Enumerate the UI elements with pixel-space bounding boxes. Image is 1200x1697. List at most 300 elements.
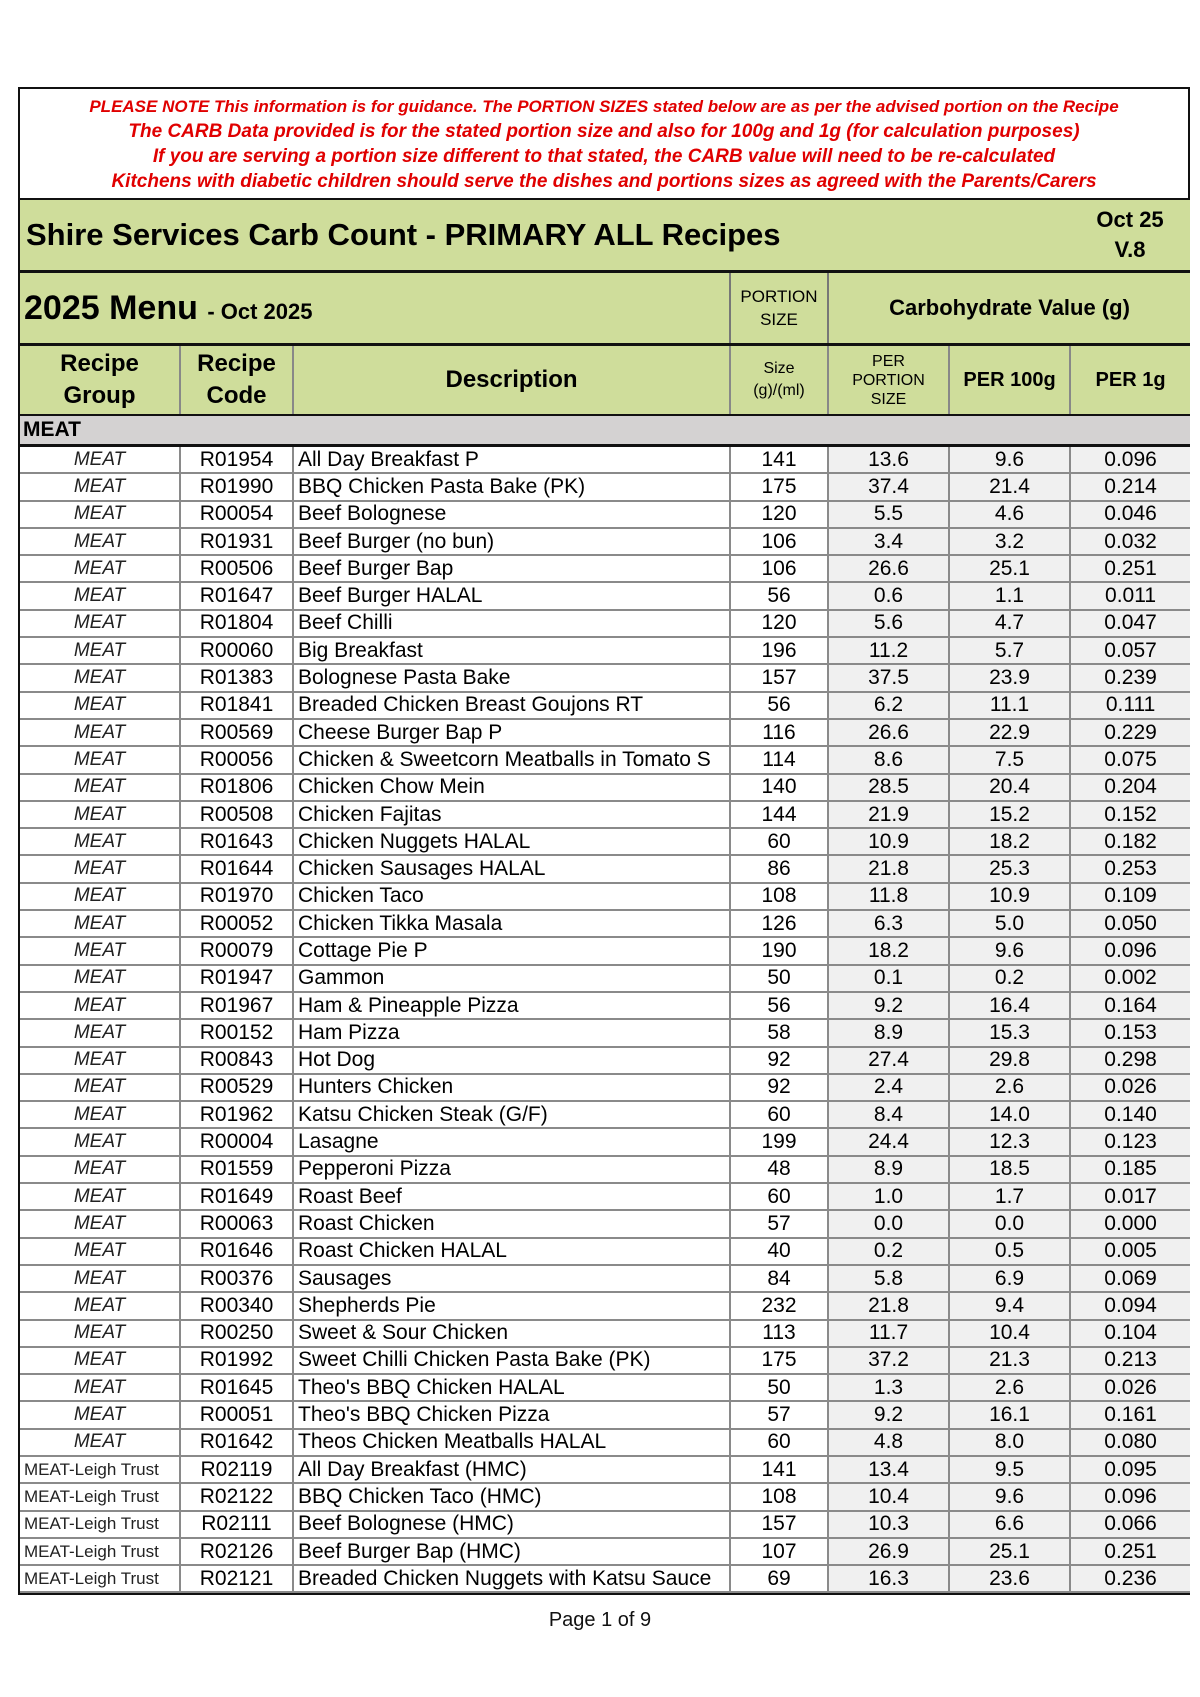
size-cell: 190 bbox=[730, 937, 828, 964]
table-row bbox=[20, 883, 1190, 910]
col-header-line: (g)/(ml) bbox=[753, 382, 805, 399]
recipe-group-cell: MEAT bbox=[20, 1128, 180, 1155]
recipe-group-cell: MEAT bbox=[20, 1210, 180, 1237]
table-row bbox=[20, 965, 1190, 992]
per-100g-cell: 10.4 bbox=[949, 1320, 1070, 1347]
per-1g-cell: 0.152 bbox=[1070, 801, 1190, 828]
recipe-code-cell: R01970 bbox=[180, 883, 293, 910]
per-1g-cell: 0.236 bbox=[1070, 1565, 1190, 1592]
description-cell: Katsu Chicken Steak (G/F) bbox=[293, 1101, 730, 1128]
per-portion-cell: 10.9 bbox=[828, 828, 949, 855]
title-row bbox=[20, 200, 1190, 272]
col-description: Description bbox=[293, 345, 730, 416]
per-100g-cell: 23.9 bbox=[949, 664, 1070, 691]
recipe-code-cell: R01806 bbox=[180, 774, 293, 801]
size-cell: 56 bbox=[730, 692, 828, 719]
guidance-notice bbox=[20, 89, 1188, 200]
table-row bbox=[20, 692, 1190, 719]
size-cell: 175 bbox=[730, 1347, 828, 1374]
recipe-code-cell: R00250 bbox=[180, 1320, 293, 1347]
per-100g-cell: 22.9 bbox=[949, 719, 1070, 746]
version-date: Oct 25 bbox=[1096, 207, 1164, 232]
description-cell: Chicken Tikka Masala bbox=[293, 910, 730, 937]
size-cell: 57 bbox=[730, 1401, 828, 1428]
section-label: MEAT bbox=[20, 415, 1190, 446]
per-portion-cell: 18.2 bbox=[828, 937, 949, 964]
description-cell: Breaded Chicken Breast Goujons RT bbox=[293, 692, 730, 719]
table-row bbox=[20, 828, 1190, 855]
recipe-group-cell: MEAT bbox=[20, 446, 180, 474]
recipe-group-cell: MEAT bbox=[20, 692, 180, 719]
recipe-group-cell: MEAT bbox=[20, 1292, 180, 1319]
size-cell: 60 bbox=[730, 1101, 828, 1128]
col-recipe-group bbox=[20, 345, 180, 416]
description-cell: Roast Chicken bbox=[293, 1210, 730, 1237]
table-row bbox=[20, 1347, 1190, 1374]
description-cell: Beef Chilli bbox=[293, 610, 730, 637]
description-cell: Sweet & Sour Chicken bbox=[293, 1320, 730, 1347]
recipe-group-cell: MEAT bbox=[20, 937, 180, 964]
table-row bbox=[20, 528, 1190, 555]
description-cell: Chicken Fajitas bbox=[293, 801, 730, 828]
table-row bbox=[20, 937, 1190, 964]
per-1g-cell: 0.094 bbox=[1070, 1292, 1190, 1319]
description-cell: Roast Chicken HALAL bbox=[293, 1238, 730, 1265]
per-portion-cell: 26.9 bbox=[828, 1538, 949, 1565]
recipe-group-cell: MEAT bbox=[20, 719, 180, 746]
table-row bbox=[20, 1156, 1190, 1183]
recipe-code-cell: R01645 bbox=[180, 1374, 293, 1401]
per-100g-cell: 9.6 bbox=[949, 1483, 1070, 1510]
description-cell: Breaded Chicken Nuggets with Katsu Sauce bbox=[293, 1565, 730, 1592]
per-portion-cell: 37.5 bbox=[828, 664, 949, 691]
recipe-group-cell: MEAT bbox=[20, 610, 180, 637]
recipe-group-cell: MEAT bbox=[20, 1347, 180, 1374]
size-cell: 175 bbox=[730, 473, 828, 500]
table-row bbox=[20, 992, 1190, 1019]
per-100g-cell: 15.2 bbox=[949, 801, 1070, 828]
menu-subtitle: - Oct 2025 bbox=[207, 298, 313, 324]
size-cell: 40 bbox=[730, 1238, 828, 1265]
recipe-code-cell: R01992 bbox=[180, 1347, 293, 1374]
recipe-group-cell: MEAT-Leigh Trust bbox=[20, 1565, 180, 1592]
size-cell: 144 bbox=[730, 801, 828, 828]
per-1g-cell: 0.080 bbox=[1070, 1429, 1190, 1456]
description-cell: Beef Bolognese bbox=[293, 501, 730, 528]
menu-year: 2025 Menu bbox=[24, 288, 198, 327]
description-cell: Cheese Burger Bap P bbox=[293, 719, 730, 746]
description-cell: BBQ Chicken Taco (HMC) bbox=[293, 1483, 730, 1510]
table-row bbox=[20, 1320, 1190, 1347]
carb-value-header: Carbohydrate Value (g) bbox=[828, 272, 1190, 345]
description-cell: Shepherds Pie bbox=[293, 1292, 730, 1319]
per-100g-cell: 25.3 bbox=[949, 855, 1070, 882]
portion-size-header bbox=[730, 272, 828, 345]
per-100g-cell: 14.0 bbox=[949, 1101, 1070, 1128]
per-100g-cell: 7.5 bbox=[949, 746, 1070, 773]
description-cell: Sausages bbox=[293, 1265, 730, 1292]
table-row bbox=[20, 1047, 1190, 1074]
version-number: V.8 bbox=[1114, 237, 1146, 262]
size-cell: 84 bbox=[730, 1265, 828, 1292]
recipe-group-cell: MEAT bbox=[20, 1265, 180, 1292]
per-portion-cell: 6.2 bbox=[828, 692, 949, 719]
recipe-group-cell: MEAT bbox=[20, 582, 180, 609]
carb-count-sheet bbox=[18, 87, 1190, 1595]
per-100g-cell: 21.4 bbox=[949, 473, 1070, 500]
recipe-code-cell: R00376 bbox=[180, 1265, 293, 1292]
per-portion-cell: 13.6 bbox=[828, 446, 949, 474]
per-portion-cell: 28.5 bbox=[828, 774, 949, 801]
size-cell: 50 bbox=[730, 965, 828, 992]
recipe-group-cell: MEAT bbox=[20, 1238, 180, 1265]
recipe-code-cell: R02119 bbox=[180, 1456, 293, 1483]
per-100g-cell: 21.3 bbox=[949, 1347, 1070, 1374]
per-100g-cell: 16.1 bbox=[949, 1401, 1070, 1428]
description-cell: Chicken Taco bbox=[293, 883, 730, 910]
per-1g-cell: 0.253 bbox=[1070, 855, 1190, 882]
recipe-rows bbox=[20, 446, 1190, 1593]
recipe-code-cell: R00529 bbox=[180, 1074, 293, 1101]
per-1g-cell: 0.164 bbox=[1070, 992, 1190, 1019]
carb-table bbox=[20, 200, 1190, 1593]
recipe-code-cell: R02121 bbox=[180, 1565, 293, 1592]
per-1g-cell: 0.000 bbox=[1070, 1210, 1190, 1237]
recipe-code-cell: R01962 bbox=[180, 1101, 293, 1128]
per-1g-cell: 0.046 bbox=[1070, 501, 1190, 528]
table-row bbox=[20, 473, 1190, 500]
size-cell: 92 bbox=[730, 1047, 828, 1074]
per-portion-cell: 0.6 bbox=[828, 582, 949, 609]
size-cell: 157 bbox=[730, 1511, 828, 1538]
description-cell: Hot Dog bbox=[293, 1047, 730, 1074]
per-1g-cell: 0.109 bbox=[1070, 883, 1190, 910]
notice-line: If you are serving a portion size different to that stated, the CARB value will need to be re-calculated bbox=[152, 146, 1056, 167]
per-100g-cell: 2.6 bbox=[949, 1374, 1070, 1401]
per-portion-cell: 10.3 bbox=[828, 1511, 949, 1538]
per-1g-cell: 0.204 bbox=[1070, 774, 1190, 801]
size-cell: 108 bbox=[730, 1483, 828, 1510]
per-1g-cell: 0.161 bbox=[1070, 1401, 1190, 1428]
table-row bbox=[20, 446, 1190, 474]
per-portion-cell: 24.4 bbox=[828, 1128, 949, 1155]
section-header-meat bbox=[20, 415, 1190, 446]
description-cell: All Day Breakfast P bbox=[293, 446, 730, 474]
recipe-code-cell: R01647 bbox=[180, 582, 293, 609]
size-cell: 120 bbox=[730, 610, 828, 637]
per-portion-cell: 0.0 bbox=[828, 1210, 949, 1237]
per-1g-cell: 0.069 bbox=[1070, 1265, 1190, 1292]
size-cell: 58 bbox=[730, 1019, 828, 1046]
per-1g-cell: 0.096 bbox=[1070, 937, 1190, 964]
per-portion-cell: 3.4 bbox=[828, 528, 949, 555]
col-per-100g: PER 100g bbox=[949, 345, 1070, 416]
recipe-code-cell: R00060 bbox=[180, 637, 293, 664]
recipe-group-cell: MEAT bbox=[20, 965, 180, 992]
table-row bbox=[20, 582, 1190, 609]
per-100g-cell: 9.6 bbox=[949, 446, 1070, 474]
size-cell: 141 bbox=[730, 1456, 828, 1483]
per-1g-cell: 0.111 bbox=[1070, 692, 1190, 719]
col-header-line: PORTION bbox=[852, 371, 925, 389]
size-cell: 48 bbox=[730, 1156, 828, 1183]
notice-line: The CARB Data provided is for the stated portion size and also for 100g and 1g (for calculation purposes) bbox=[128, 121, 1080, 142]
per-portion-cell: 9.2 bbox=[828, 992, 949, 1019]
table-row bbox=[20, 1238, 1190, 1265]
col-recipe-code bbox=[180, 345, 293, 416]
recipe-group-cell: MEAT bbox=[20, 801, 180, 828]
table-row bbox=[20, 664, 1190, 691]
per-portion-cell: 2.4 bbox=[828, 1074, 949, 1101]
size-cell: 106 bbox=[730, 555, 828, 582]
recipe-code-cell: R01649 bbox=[180, 1183, 293, 1210]
portion-header-line: PORTION bbox=[740, 287, 818, 306]
per-100g-cell: 9.6 bbox=[949, 937, 1070, 964]
col-header-line: PER bbox=[872, 352, 905, 370]
description-cell: Theo's BBQ Chicken Pizza bbox=[293, 1401, 730, 1428]
per-portion-cell: 10.4 bbox=[828, 1483, 949, 1510]
per-portion-cell: 16.3 bbox=[828, 1565, 949, 1592]
col-header-line: Size bbox=[763, 360, 795, 377]
table-row bbox=[20, 610, 1190, 637]
col-header-line: Code bbox=[206, 382, 267, 409]
per-portion-cell: 8.6 bbox=[828, 746, 949, 773]
recipe-code-cell: R01990 bbox=[180, 473, 293, 500]
per-portion-cell: 0.1 bbox=[828, 965, 949, 992]
description-cell: Beef Burger Bap bbox=[293, 555, 730, 582]
description-cell: Bolognese Pasta Bake bbox=[293, 664, 730, 691]
per-1g-cell: 0.050 bbox=[1070, 910, 1190, 937]
table-row bbox=[20, 1074, 1190, 1101]
per-100g-cell: 9.4 bbox=[949, 1292, 1070, 1319]
size-cell: 140 bbox=[730, 774, 828, 801]
per-1g-cell: 0.213 bbox=[1070, 1347, 1190, 1374]
per-portion-cell: 5.6 bbox=[828, 610, 949, 637]
column-header-row bbox=[20, 345, 1190, 416]
per-1g-cell: 0.251 bbox=[1070, 1538, 1190, 1565]
size-cell: 108 bbox=[730, 883, 828, 910]
per-portion-cell: 0.2 bbox=[828, 1238, 949, 1265]
per-portion-cell: 21.8 bbox=[828, 1292, 949, 1319]
table-row bbox=[20, 1538, 1190, 1565]
per-100g-cell: 0.2 bbox=[949, 965, 1070, 992]
per-1g-cell: 0.104 bbox=[1070, 1320, 1190, 1347]
per-portion-cell: 5.8 bbox=[828, 1265, 949, 1292]
size-cell: 120 bbox=[730, 501, 828, 528]
description-cell: Big Breakfast bbox=[293, 637, 730, 664]
recipe-group-cell: MEAT bbox=[20, 1183, 180, 1210]
description-cell: Beef Burger Bap (HMC) bbox=[293, 1538, 730, 1565]
recipe-group-cell: MEAT bbox=[20, 992, 180, 1019]
per-portion-cell: 13.4 bbox=[828, 1456, 949, 1483]
per-100g-cell: 20.4 bbox=[949, 774, 1070, 801]
table-row bbox=[20, 910, 1190, 937]
size-cell: 60 bbox=[730, 1429, 828, 1456]
recipe-group-cell: MEAT bbox=[20, 1374, 180, 1401]
table-row bbox=[20, 1183, 1190, 1210]
size-cell: 113 bbox=[730, 1320, 828, 1347]
recipe-code-cell: R00152 bbox=[180, 1019, 293, 1046]
per-1g-cell: 0.153 bbox=[1070, 1019, 1190, 1046]
recipe-code-cell: R01559 bbox=[180, 1156, 293, 1183]
size-cell: 232 bbox=[730, 1292, 828, 1319]
recipe-code-cell: R00063 bbox=[180, 1210, 293, 1237]
portion-header-line: SIZE bbox=[760, 310, 798, 329]
per-1g-cell: 0.140 bbox=[1070, 1101, 1190, 1128]
per-1g-cell: 0.251 bbox=[1070, 555, 1190, 582]
description-cell: Theos Chicken Meatballs HALAL bbox=[293, 1429, 730, 1456]
per-portion-cell: 1.3 bbox=[828, 1374, 949, 1401]
per-portion-cell: 11.7 bbox=[828, 1320, 949, 1347]
table-row bbox=[20, 1374, 1190, 1401]
description-cell: Beef Bolognese (HMC) bbox=[293, 1511, 730, 1538]
notice-line: Kitchens with diabetic children should serve the dishes and portions sizes as agreed with the Parents/Carers bbox=[111, 171, 1097, 192]
table-row bbox=[20, 1019, 1190, 1046]
per-100g-cell: 18.5 bbox=[949, 1156, 1070, 1183]
recipe-group-cell: MEAT bbox=[20, 473, 180, 500]
per-100g-cell: 1.7 bbox=[949, 1183, 1070, 1210]
recipe-group-cell: MEAT bbox=[20, 1019, 180, 1046]
per-100g-cell: 25.1 bbox=[949, 1538, 1070, 1565]
size-cell: 107 bbox=[730, 1538, 828, 1565]
per-portion-cell: 26.6 bbox=[828, 555, 949, 582]
page-number: Page 1 of 9 bbox=[548, 1609, 652, 1631]
description-cell: Chicken Chow Mein bbox=[293, 774, 730, 801]
recipe-group-cell: MEAT-Leigh Trust bbox=[20, 1456, 180, 1483]
per-portion-cell: 11.2 bbox=[828, 637, 949, 664]
size-cell: 196 bbox=[730, 637, 828, 664]
per-100g-cell: 10.9 bbox=[949, 883, 1070, 910]
table-row bbox=[20, 774, 1190, 801]
per-1g-cell: 0.095 bbox=[1070, 1456, 1190, 1483]
per-100g-cell: 29.8 bbox=[949, 1047, 1070, 1074]
per-portion-cell: 5.5 bbox=[828, 501, 949, 528]
per-1g-cell: 0.002 bbox=[1070, 965, 1190, 992]
table-row bbox=[20, 719, 1190, 746]
recipe-code-cell: R00843 bbox=[180, 1047, 293, 1074]
description-cell: Ham & Pineapple Pizza bbox=[293, 992, 730, 1019]
per-portion-cell: 26.6 bbox=[828, 719, 949, 746]
recipe-code-cell: R00004 bbox=[180, 1128, 293, 1155]
per-100g-cell: 3.2 bbox=[949, 528, 1070, 555]
recipe-group-cell: MEAT bbox=[20, 555, 180, 582]
per-1g-cell: 0.298 bbox=[1070, 1047, 1190, 1074]
recipe-group-cell: MEAT-Leigh Trust bbox=[20, 1511, 180, 1538]
per-portion-cell: 27.4 bbox=[828, 1047, 949, 1074]
description-cell: Hunters Chicken bbox=[293, 1074, 730, 1101]
recipe-code-cell: R01643 bbox=[180, 828, 293, 855]
description-cell: Chicken & Sweetcorn Meatballs in Tomato S bbox=[293, 746, 730, 773]
recipe-group-cell: MEAT bbox=[20, 1074, 180, 1101]
description-cell: BBQ Chicken Pasta Bake (PK) bbox=[293, 473, 730, 500]
table-row bbox=[20, 1128, 1190, 1155]
recipe-group-cell: MEAT bbox=[20, 910, 180, 937]
recipe-group-cell: MEAT bbox=[20, 637, 180, 664]
col-header-line: Group bbox=[63, 382, 136, 409]
recipe-code-cell: R01967 bbox=[180, 992, 293, 1019]
recipe-code-cell: R01841 bbox=[180, 692, 293, 719]
recipe-code-cell: R01642 bbox=[180, 1429, 293, 1456]
table-row bbox=[20, 637, 1190, 664]
size-cell: 126 bbox=[730, 910, 828, 937]
per-100g-cell: 4.7 bbox=[949, 610, 1070, 637]
recipe-group-cell: MEAT bbox=[20, 746, 180, 773]
per-100g-cell: 16.4 bbox=[949, 992, 1070, 1019]
per-1g-cell: 0.047 bbox=[1070, 610, 1190, 637]
description-cell: Roast Beef bbox=[293, 1183, 730, 1210]
per-portion-cell: 37.2 bbox=[828, 1347, 949, 1374]
recipe-code-cell: R01644 bbox=[180, 855, 293, 882]
document-title: Shire Services Carb Count - PRIMARY ALL Recipes bbox=[20, 200, 1070, 272]
per-100g-cell: 25.1 bbox=[949, 555, 1070, 582]
description-cell: Gammon bbox=[293, 965, 730, 992]
table-row bbox=[20, 1401, 1190, 1428]
per-100g-cell: 1.1 bbox=[949, 582, 1070, 609]
recipe-code-cell: R00052 bbox=[180, 910, 293, 937]
per-1g-cell: 0.096 bbox=[1070, 1483, 1190, 1510]
size-cell: 56 bbox=[730, 582, 828, 609]
table-row bbox=[20, 1456, 1190, 1483]
recipe-group-cell: MEAT-Leigh Trust bbox=[20, 1483, 180, 1510]
recipe-group-cell: MEAT bbox=[20, 1320, 180, 1347]
per-100g-cell: 6.6 bbox=[949, 1511, 1070, 1538]
description-cell: Sweet Chilli Chicken Pasta Bake (PK) bbox=[293, 1347, 730, 1374]
description-cell: All Day Breakfast (HMC) bbox=[293, 1456, 730, 1483]
per-portion-cell: 8.9 bbox=[828, 1019, 949, 1046]
size-cell: 157 bbox=[730, 664, 828, 691]
recipe-code-cell: R01947 bbox=[180, 965, 293, 992]
size-cell: 106 bbox=[730, 528, 828, 555]
per-100g-cell: 4.6 bbox=[949, 501, 1070, 528]
description-cell: Beef Burger HALAL bbox=[293, 582, 730, 609]
table-row bbox=[20, 1565, 1190, 1592]
recipe-group-cell: MEAT bbox=[20, 855, 180, 882]
per-1g-cell: 0.057 bbox=[1070, 637, 1190, 664]
size-cell: 60 bbox=[730, 1183, 828, 1210]
per-100g-cell: 5.7 bbox=[949, 637, 1070, 664]
per-portion-cell: 21.9 bbox=[828, 801, 949, 828]
recipe-code-cell: R02122 bbox=[180, 1483, 293, 1510]
per-portion-cell: 6.3 bbox=[828, 910, 949, 937]
per-1g-cell: 0.017 bbox=[1070, 1183, 1190, 1210]
table-row bbox=[20, 555, 1190, 582]
recipe-group-cell: MEAT bbox=[20, 828, 180, 855]
per-1g-cell: 0.026 bbox=[1070, 1074, 1190, 1101]
description-cell: Pepperoni Pizza bbox=[293, 1156, 730, 1183]
table-row bbox=[20, 855, 1190, 882]
description-cell: Beef Burger (no bun) bbox=[293, 528, 730, 555]
per-100g-cell: 0.0 bbox=[949, 1210, 1070, 1237]
description-cell: Lasagne bbox=[293, 1128, 730, 1155]
recipe-group-cell: MEAT bbox=[20, 664, 180, 691]
recipe-code-cell: R00340 bbox=[180, 1292, 293, 1319]
per-1g-cell: 0.096 bbox=[1070, 446, 1190, 474]
col-header-line: SIZE bbox=[870, 390, 907, 408]
per-portion-cell: 37.4 bbox=[828, 473, 949, 500]
per-100g-cell: 0.5 bbox=[949, 1238, 1070, 1265]
per-1g-cell: 0.229 bbox=[1070, 719, 1190, 746]
recipe-group-cell: MEAT bbox=[20, 1047, 180, 1074]
size-cell: 69 bbox=[730, 1565, 828, 1592]
per-1g-cell: 0.185 bbox=[1070, 1156, 1190, 1183]
recipe-group-cell: MEAT bbox=[20, 528, 180, 555]
description-cell: Ham Pizza bbox=[293, 1019, 730, 1046]
recipe-code-cell: R01954 bbox=[180, 446, 293, 474]
per-portion-cell: 9.2 bbox=[828, 1401, 949, 1428]
per-100g-cell: 18.2 bbox=[949, 828, 1070, 855]
per-portion-cell: 1.0 bbox=[828, 1183, 949, 1210]
table-row bbox=[20, 1292, 1190, 1319]
